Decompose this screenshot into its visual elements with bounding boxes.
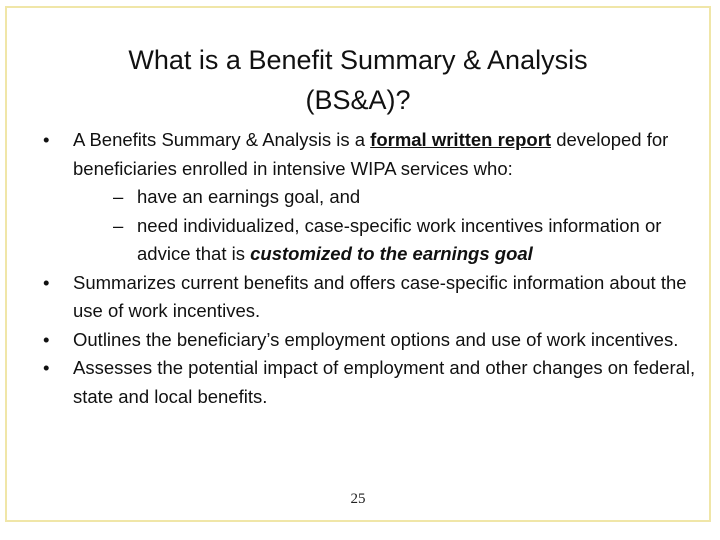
- bullet-marker: •: [43, 129, 50, 150]
- slide: [5, 6, 711, 522]
- page-number: 25: [350, 491, 366, 507]
- bullet-item-3: [37, 326, 697, 355]
- bullet-list: [37, 126, 697, 411]
- bullet-item-4: [37, 354, 697, 411]
- bullet-marker: •: [43, 357, 50, 378]
- bullet-item-2: [37, 269, 697, 326]
- bullet-marker: •: [43, 271, 50, 293]
- bullet-4-text: Assesses the potential impact of employment and other changes on federal, state and local benefits.: [73, 357, 696, 407]
- title-line-2: (BS&A)?: [305, 85, 411, 115]
- sub-bullet-item-1: [73, 183, 697, 212]
- bullet-1-underlined-text: formal written report: [370, 129, 552, 150]
- sub-bullet-1-text: have an earnings goal, and: [137, 186, 361, 207]
- dash-marker: –: [113, 214, 124, 236]
- bullet-item-1: [37, 126, 697, 269]
- slide-body: [37, 126, 697, 411]
- slide-title: [7, 40, 709, 120]
- bullet-1-text-pre: A Benefits Summary & Analysis is a: [73, 129, 371, 150]
- bullet-marker: •: [43, 328, 50, 350]
- sub-bullet-list: [73, 183, 697, 269]
- dash-marker: –: [113, 186, 124, 207]
- sub-bullet-2-emphasis: customized to the earnings goal: [250, 243, 533, 264]
- title-line-1: What is a Benefit Summary & Analysis: [128, 45, 588, 75]
- bullet-2-text: Summarizes current benefits and offers case-specific information about the use of work incentives.: [73, 271, 687, 321]
- sub-bullet-2-text-pre: need individualized, case-specific work incentives information or advice that is: [137, 214, 662, 264]
- sub-bullet-item-2: [73, 212, 697, 269]
- bullet-1-text-post: developed for beneficiaries enrolled in intensive WIPA services who:: [73, 129, 669, 179]
- bullet-3-text: Outlines the beneficiary’s employment options and use of work incentives.: [73, 328, 679, 350]
